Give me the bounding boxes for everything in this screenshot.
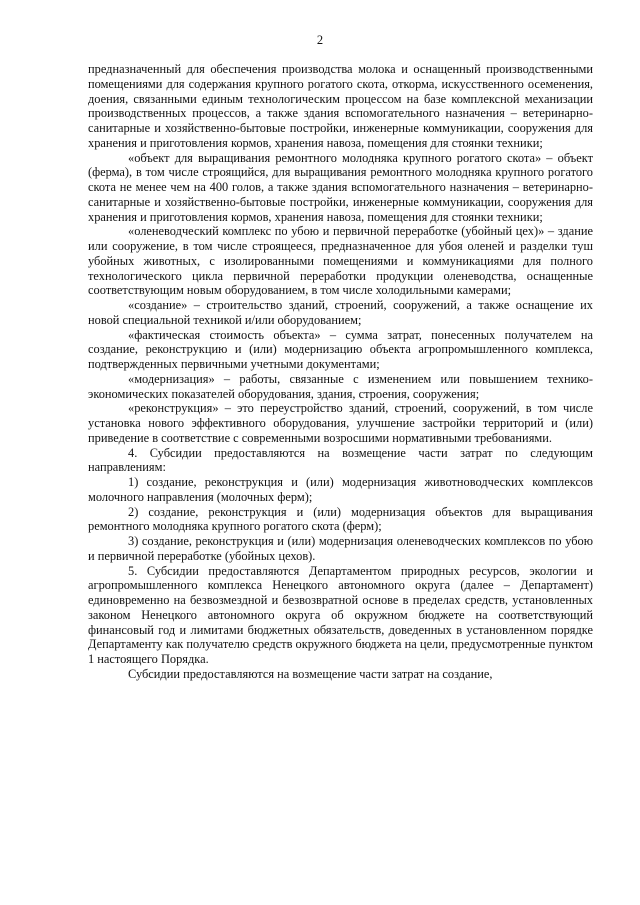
list-item-1: 1) создание, реконструкция и (или) модернизация животноводческих комплексов молочного направления (молочных ферм); — [88, 475, 593, 504]
page-number: 2 — [316, 33, 324, 47]
list-item-3: 3) создание, реконструкция и (или) модернизация оленеводческих комплексов по убою и первичной переработке (убойных цехов). — [88, 534, 593, 563]
list-item-2: 2) создание, реконструкция и (или) модернизация объектов для выращивания ремонтного молодняка крупного рогатого скота (ферм); — [88, 504, 593, 534]
paragraph-farm-definition-continued: предназначенный для обеспечения производства молока и оснащенный производственными помещениями для содержания крупного рогатого скота, откорма, искусственного осеменения, доения, связанными единым технологическим процессом на базе комплексной механизации производственных процессов, а также здания вспомогательного назначения – ветеринарно-санитарные и хозяйственно-бытовые постройки, инженерные коммуникации, сооружения для хранения и приготовления кормов, хранения навоза, помещения для стоянки техники; — [88, 62, 593, 150]
paragraph-modernization-definition: «модернизация» – работы, связанные с изменением или повышением технико-экономических показателей оборудования, здания, строения, сооружения; — [88, 371, 593, 401]
paragraph-section-5: 5. Субсидии предоставляются Департаментом природных ресурсов, экологии и агропромышленного комплекса Ненецкого автономного округа (далее – Департамент) единовременно на безвозмездной и безвозвратной основе в пределах средств, установленных законом Ненецкого автономного округа об окружном бюджете на соответствующий финансовый год и лимитами бюджетных обязательств, доведенных в установленном порядке Департаменту как получателю средств окружного бюджета на цели, предусмотренные пунктом 1 настоящего Порядка. — [88, 563, 593, 666]
paragraph-reindeer-complex-definition: «оленеводческий комплекс по убою и первичной переработке (убойный цех)» – здание или сооружение, в том числе строящееся, предназначенное для убоя оленей и разделки туш убойных животных, с изолированными помещениями и коммуникациями для полного технологического цикла первичной переработки продукции оленеводства, оснащенные соответствующим новым оборудованием, в том числе холодильными камерами; — [88, 224, 593, 298]
body-text — [88, 62, 593, 682]
paragraph-subsidies-continued: Субсидии предоставляются на возмещение части затрат на создание, — [128, 666, 493, 681]
paragraph-reconstruction-definition: «реконструкция» – это переустройство зданий, строений, сооружений, в том числе установка нового эффективного оборудования, улучшение застройки территорий и (или) приведение в соответствие с современными возросшими нормативными требованиями. — [88, 401, 593, 445]
paragraph-section-4: 4. Субсидии предоставляются на возмещение части затрат по следующим направлениям: — [88, 445, 593, 475]
paragraph-creation-definition: «создание» – строительство зданий, строений, сооружений, а также оснащение их новой специальной техникой и/или оборудованием; — [88, 298, 593, 327]
paragraph-actual-cost-definition: «фактическая стоимость объекта» – сумма затрат, понесенных получателем на создание, реконструкцию и (или) модернизацию объекта агропромышленного комплекса, подтвержденных первичными учетными документами; — [88, 327, 593, 371]
paragraph-youngstock-object-definition: «объект для выращивания ремонтного молодняка крупного рогатого скота» – объект (ферма), в том числе строящийся, для выращивания ремонтного молодняка крупного рогатого скота не менее чем на 400 голов, а также здания вспомогательного назначения – ветеринарно-санитарные и хозяйственно-бытовые постройки, инженерные коммуникации, сооружения для хранения и приготовления кормов, хранения навоза, помещения для стоянки техники; — [88, 150, 593, 224]
